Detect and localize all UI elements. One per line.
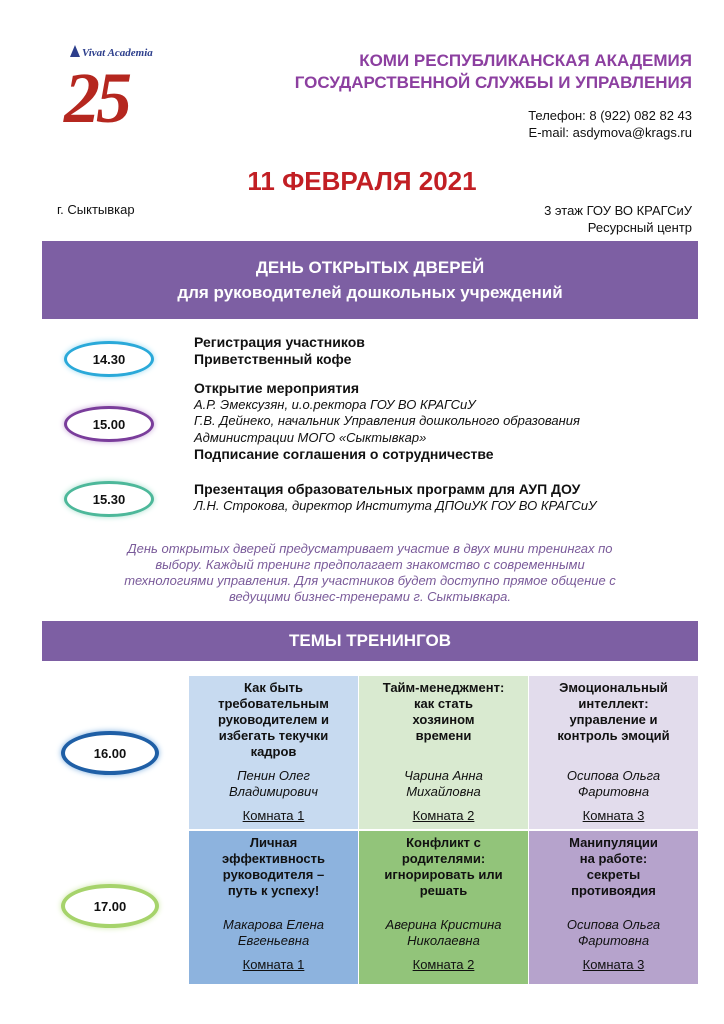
time-badge: 15.30 xyxy=(64,481,154,517)
speaker: А.Р. Эмексузян, и.о.ректора ГОУ ВО КРАГСиУ xyxy=(194,396,476,412)
speaker: Л.Н. Строкова, директор Института ДПОиУК ГОУ ВО КРАГСиУ xyxy=(194,497,597,513)
schedule-item-presentation xyxy=(194,481,596,514)
room-link[interactable]: Комната 1 xyxy=(242,808,305,823)
trainings-title: ТЕМЫ ТРЕНИНГОВ xyxy=(42,621,698,661)
presenter: Аверина Кристина Николаевна xyxy=(385,917,502,948)
training-title: Личная эффективность руководителя – путь к успеху! xyxy=(221,835,326,898)
training-card xyxy=(529,831,698,984)
location-line-2: Ресурсный центр xyxy=(587,220,692,235)
training-card xyxy=(189,676,358,829)
training-title: Тайм-менеджмент: как стать хозяином времени xyxy=(382,680,505,743)
time-badge: 16.00 xyxy=(61,731,159,775)
time-badge: 15.00 xyxy=(64,406,154,442)
logo-number: 25 xyxy=(64,58,128,138)
organization-name xyxy=(295,50,692,94)
phone: Телефон: 8 (922) 082 82 43 xyxy=(528,108,692,123)
speaker: Г.В. Дейнеко, начальник Управления дошкольного образования xyxy=(194,413,580,428)
schedule-title: Подписание соглашения о сотрудничестве xyxy=(194,446,494,462)
room-link[interactable]: Комната 2 xyxy=(412,957,475,972)
schedule-item-opening xyxy=(194,380,580,463)
presenter: Осипова Ольга Фаритовна xyxy=(566,768,661,799)
event-banner xyxy=(42,241,698,319)
schedule-title: Презентация образовательных программ для АУП ДОУ xyxy=(194,481,581,497)
banner-title: ДЕНЬ ОТКРЫТЫХ ДВЕРЕЙ xyxy=(255,258,485,277)
note-line: День открытых дверей предусматривает участие в двух мини тренингах по xyxy=(127,541,613,556)
org-line-1: КОМИ РЕСПУБЛИКАНСКАЯ АКАДЕМИЯ xyxy=(359,51,692,70)
training-card xyxy=(359,676,528,829)
schedule-line: Регистрация участников xyxy=(194,334,365,350)
training-title: Как быть требовательным руководителем и избегать текучки кадров xyxy=(217,680,330,759)
contacts xyxy=(528,107,692,141)
location xyxy=(544,202,692,236)
room-link[interactable]: Комната 3 xyxy=(582,808,645,823)
note-line: технологиями управления. Для участников будет доступно прямое общение с xyxy=(124,573,616,588)
banner-subtitle: для руководителей дошкольных учреждений xyxy=(177,283,563,302)
presenter: Осипова Ольга Фаритовна xyxy=(566,917,661,948)
schedule-item-registration xyxy=(194,334,365,367)
note-line: выбору. Каждый тренинг предполагает знакомство с современными xyxy=(155,557,585,572)
schedule-title: Открытие мероприятия xyxy=(194,380,360,396)
training-title: Конфликт с родителями: игнорировать или решать xyxy=(384,835,503,898)
email: E-mail: asdymova@krags.ru xyxy=(528,125,692,140)
training-card xyxy=(359,831,528,984)
room-link[interactable]: Комната 3 xyxy=(582,957,645,972)
schedule-line: Приветственный кофе xyxy=(194,350,352,367)
training-card xyxy=(189,831,358,984)
presenter: Пенин Олег Владимирович xyxy=(229,768,318,799)
training-title: Манипуляции на работе: секреты противоядия xyxy=(569,835,658,898)
time-badge: 17.00 xyxy=(61,884,159,928)
logo-triangle-icon xyxy=(70,45,80,57)
presenter: Макарова Елена Евгеньевна xyxy=(223,917,324,948)
training-title: Эмоциональный интеллект: управление и контроль эмоций xyxy=(557,680,670,743)
city: г. Сыктывкар xyxy=(57,202,135,217)
speaker: Администрации МОГО «Сыктывкар» xyxy=(194,429,427,445)
room-link[interactable]: Комната 1 xyxy=(242,957,305,972)
event-note xyxy=(60,541,680,605)
presenter: Чарина Анна Михайловна xyxy=(404,768,483,799)
room-link[interactable]: Комната 2 xyxy=(412,808,475,823)
org-line-2: ГОСУДАРСТВЕННОЙ СЛУЖБЫ И УПРАВЛЕНИЯ xyxy=(294,73,692,92)
training-card xyxy=(529,676,698,829)
logo-brand: Vivat Academia xyxy=(70,45,170,59)
event-date: 11 ФЕВРАЛЯ 2021 xyxy=(247,166,477,196)
location-line-1: 3 этаж ГОУ ВО КРАГСиУ xyxy=(544,203,692,218)
note-line: ведущими бизнес-тренерами г. Сыктывкара. xyxy=(228,589,512,604)
time-badge: 14.30 xyxy=(64,341,154,377)
